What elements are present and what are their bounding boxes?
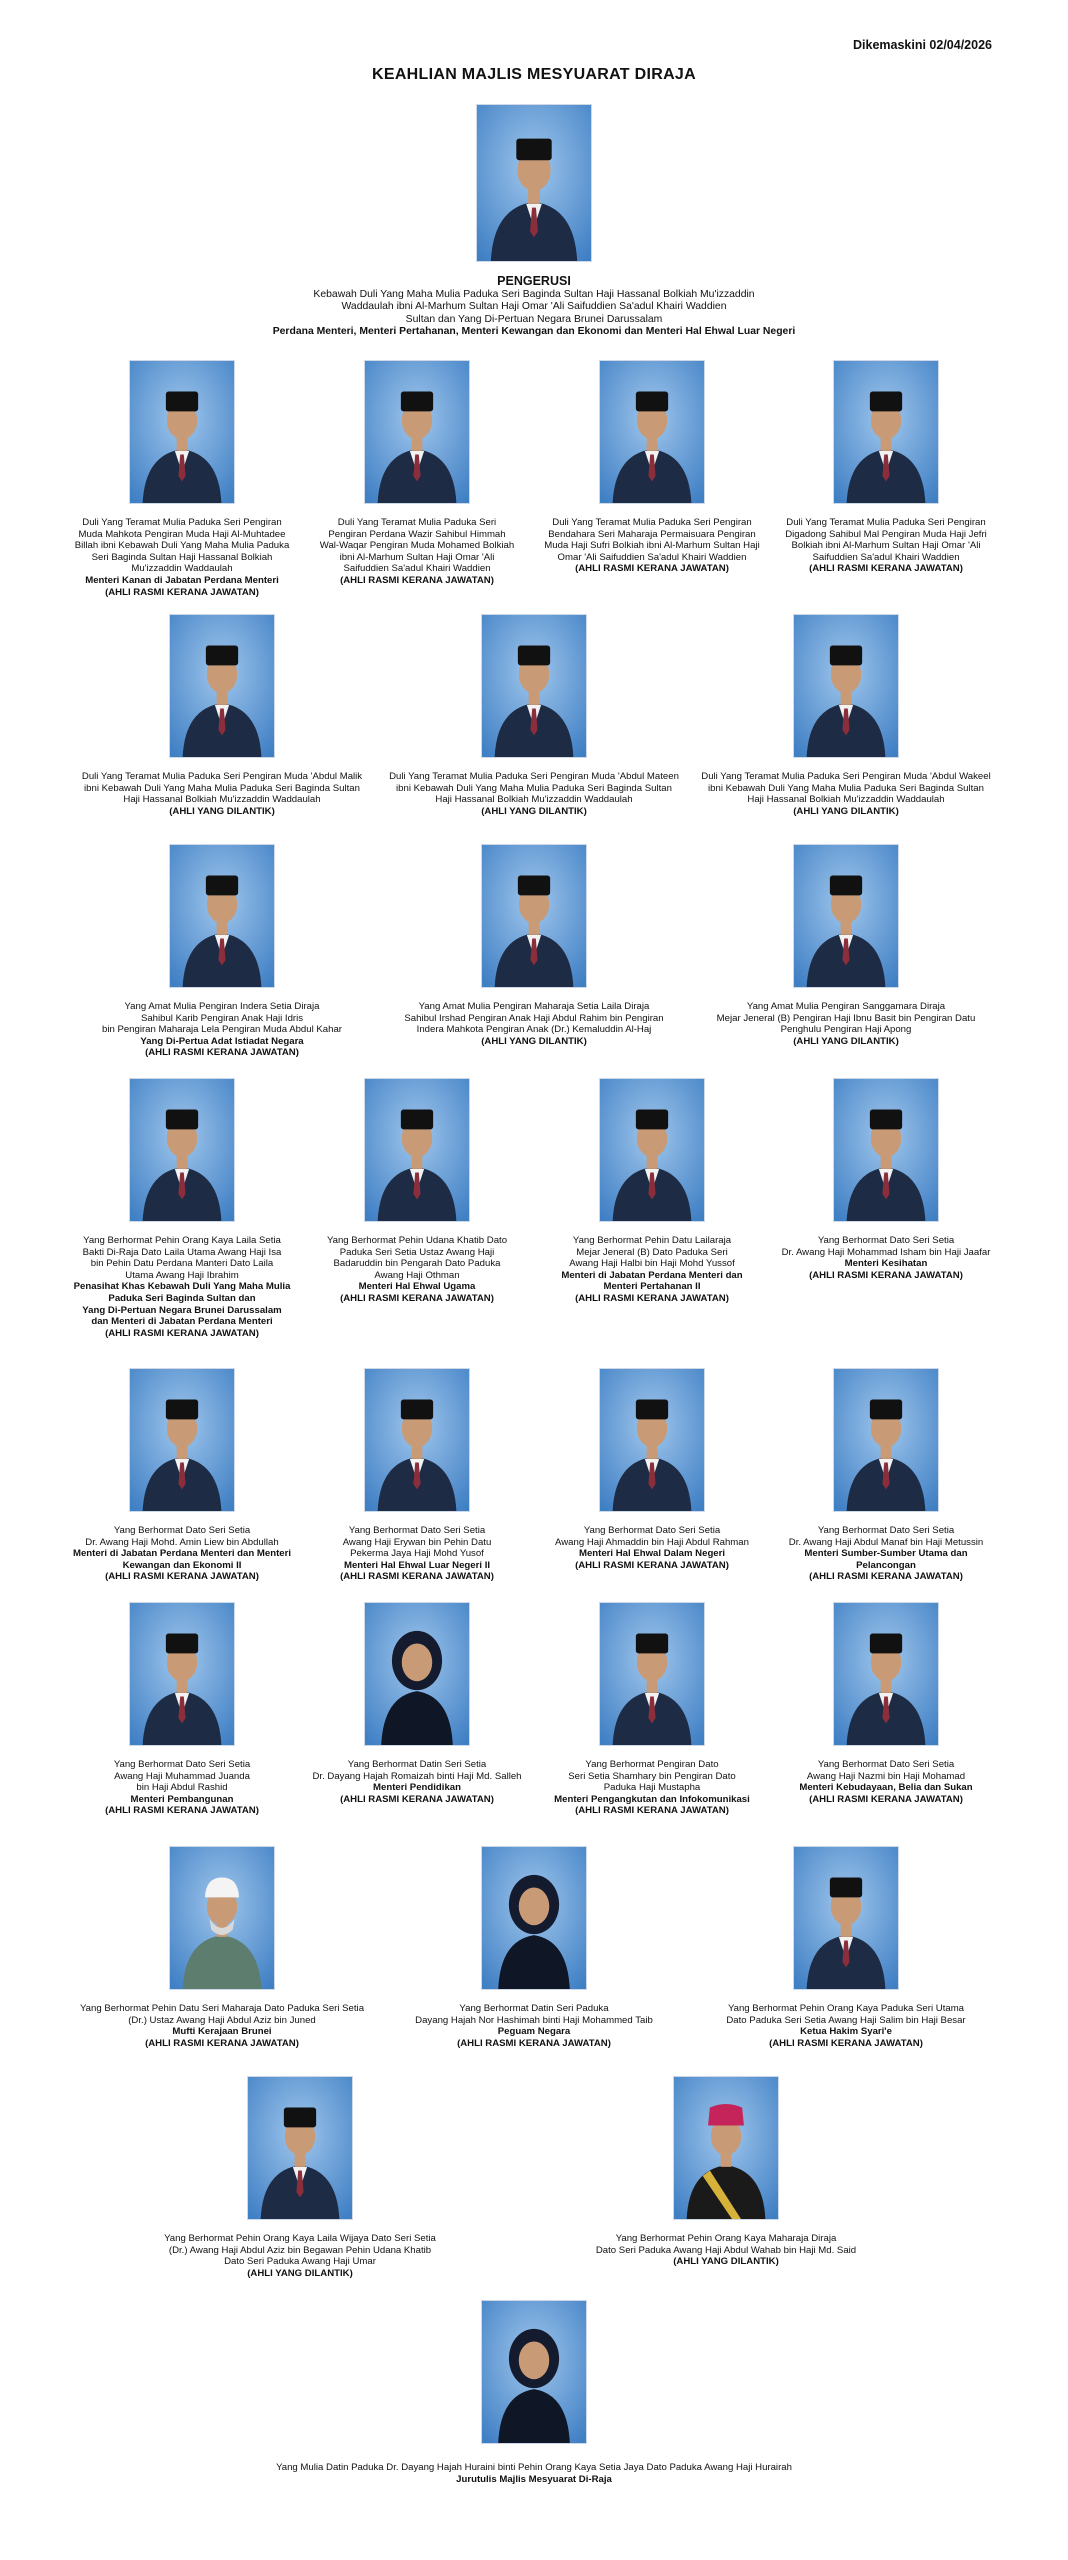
member-name: Duli Yang Teramat Mulia Paduka Seri Pengiran Muda 'Abdul Wakeel ibni Kebawah Duli Yang Maha Mulia Paduka Seri Baginda Sultan Haji Hassanal Bolkiah Mu'izzaddin Waddaulah xyxy=(701,771,991,806)
member-status: (AHLI YANG DILANTIK) xyxy=(481,805,587,817)
member-portrait xyxy=(364,360,470,504)
member-portrait xyxy=(833,1602,939,1746)
member-portrait xyxy=(364,1368,470,1512)
member-caption xyxy=(130,2233,470,2279)
member-caption xyxy=(686,771,1006,817)
member-name: Duli Yang Teramat Mulia Paduka Seri Pengiran Muda 'Abdul Mateen ibni Kebawah Duli Yang Maha Mulia Paduka Seri Baginda Sultan Haji Hassanal Bolkiah Mu'izzaddin Waddaulah xyxy=(389,771,679,806)
member-status: (AHLI RASMI KERANA JAWATAN) xyxy=(145,1047,299,1059)
portrait-image xyxy=(130,1079,234,1221)
member-name: Yang Mulia Datin Paduka Dr. Dayang Hajah Huraini binti Pehin Orang Kaya Setia Jaya Dato Paduka Awang Haji Hurairah xyxy=(276,2462,792,2473)
member-status: (AHLI RASMI KERANA JAWATAN) xyxy=(457,2037,611,2049)
member-name: Yang Berhormat Dato Seri Setia Dr. Awang Haji Abdul Manaf bin Haji Metussin xyxy=(788,1525,984,1548)
member-portrait xyxy=(169,1846,275,1990)
member-office: Peguam Negara xyxy=(497,2026,571,2038)
member-status: (AHLI RASMI KERANA JAWATAN) xyxy=(145,2037,299,2049)
member-office: Menteri Hal Ehwal Luar Negeri II xyxy=(343,1559,491,1571)
member-caption xyxy=(556,2233,896,2268)
member-card xyxy=(686,614,1006,817)
member-status: (AHLI RASMI KERANA JAWATAN) xyxy=(105,1805,259,1817)
member-card xyxy=(384,844,684,1047)
member-portrait xyxy=(673,2076,779,2220)
last-updated-date: Dikemaskini 02/04/2026 xyxy=(853,38,992,52)
portrait-image xyxy=(477,105,591,261)
member-name: Duli Yang Teramat Mulia Paduka Seri Pengiran Muda Mahkota Pengiran Muda Haji Al-Muhtadee Billah ibni Kebawah Duli Yang Maha Mulia Paduka Seri Baginda Sultan Haji Hassanal Bolkiah Mu'izzaddin Waddaulah xyxy=(74,517,290,575)
member-status: (AHLI RASMI KERANA JAWATAN) xyxy=(809,563,963,575)
member-portrait xyxy=(833,1368,939,1512)
member-name: Yang Berhormat Pehin Datu Lailaraja Mejar Jeneral (B) Dato Paduka Seri Awang Haji Halbi bin Haji Mohd Yussof xyxy=(569,1235,735,1270)
page-title: KEAHLIAN MAJLIS MESYUARAT DIRAJA xyxy=(372,66,696,83)
member-card xyxy=(72,844,372,1059)
portrait-image xyxy=(365,1369,469,1511)
member-portrait xyxy=(247,2076,353,2220)
member-portrait xyxy=(481,844,587,988)
member-portrait xyxy=(793,614,899,758)
member-office: Ketua Hakim Syari'e xyxy=(800,2026,892,2038)
member-card xyxy=(62,1846,382,2049)
member-status: (AHLI RASMI KERANA JAWATAN) xyxy=(809,1269,963,1281)
member-caption xyxy=(62,771,382,817)
member-card xyxy=(746,1602,1026,1805)
member-portrait xyxy=(364,1078,470,1222)
member-status: (AHLI YANG DILANTIK) xyxy=(169,805,275,817)
member-office: Mufti Kerajaan Brunei xyxy=(172,2026,272,2038)
member-status: (AHLI YANG DILANTIK) xyxy=(481,1035,587,1047)
member-portrait xyxy=(599,1078,705,1222)
member-office: Menteri Kanan di Jabatan Perdana Menteri xyxy=(85,574,279,586)
member-caption xyxy=(746,517,1026,575)
member-name: Yang Berhormat Pehin Orang Kaya Laila Wijaya Dato Seri Setia (Dr.) Awang Haji Abdul Aziz bin Begawan Pehin Udana Khatib Dato Seri Paduka Awang Haji Umar xyxy=(164,2233,436,2268)
member-portrait xyxy=(169,614,275,758)
chair-portrait xyxy=(476,104,592,262)
member-portrait xyxy=(481,1846,587,1990)
member-name: Yang Berhormat Datin Seri Setia Dr. Dayang Hajah Romaizah binti Haji Md. Salleh xyxy=(312,1759,522,1782)
portrait-image xyxy=(834,1079,938,1221)
member-name: Yang Berhormat Pehin Udana Khatib Dato Paduka Seri Setia Ustaz Awang Haji Badaruddin bin Pengarah Dato Paduka Awang Haji Othman xyxy=(326,1235,508,1281)
member-office: Menteri Kebudayaan, Belia dan Sukan xyxy=(799,1782,973,1794)
portrait-image xyxy=(482,845,586,987)
member-card xyxy=(746,1368,1026,1583)
member-office: Menteri Pembangunan xyxy=(130,1793,234,1805)
member-office: Menteri Hal Ehwal Dalam Negeri xyxy=(578,1548,726,1560)
member-caption xyxy=(134,2462,934,2485)
member-office: Menteri Hal Ehwal Ugama xyxy=(358,1281,476,1293)
portrait-image xyxy=(365,1079,469,1221)
member-portrait xyxy=(481,2300,587,2444)
portrait-image xyxy=(600,361,704,503)
member-card xyxy=(134,2300,934,2485)
member-card xyxy=(62,614,382,817)
portrait-image xyxy=(365,1603,469,1745)
portrait-image xyxy=(834,361,938,503)
member-office: Menteri Sumber-Sumber Utama dan Pelancongan xyxy=(804,1548,968,1571)
portrait-image xyxy=(794,1847,898,1989)
member-name: Yang Berhormat Dato Seri Setia Awang Haji Nazmi bin Haji Mohamad xyxy=(806,1759,966,1782)
member-caption xyxy=(746,1759,1026,1805)
member-status: (AHLI RASMI KERANA JAWATAN) xyxy=(340,1793,494,1805)
portrait-image xyxy=(600,1079,704,1221)
portrait-image xyxy=(482,2301,586,2443)
portrait-image xyxy=(834,1603,938,1745)
portrait-image xyxy=(600,1369,704,1511)
member-status: (AHLI RASMI KERANA JAWATAN) xyxy=(105,1571,259,1583)
member-name: Yang Berhormat Datin Seri Paduka Dayang Hajah Nor Hashimah binti Haji Mohammed Taib xyxy=(415,2003,653,2026)
member-card xyxy=(746,1078,1026,1281)
member-name: Yang Berhormat Dato Seri Setia Dr. Awang Haji Mohd. Amin Liew bin Abdullah xyxy=(85,1525,279,1548)
member-portrait xyxy=(833,360,939,504)
portrait-image xyxy=(482,615,586,757)
member-caption xyxy=(374,2003,694,2049)
member-caption xyxy=(746,1525,1026,1583)
portrait-image xyxy=(600,1603,704,1745)
member-office: Menteri di Jabatan Perdana Menteri dan Menteri Pertahanan II xyxy=(561,1269,743,1293)
member-card xyxy=(746,360,1026,575)
portrait-image xyxy=(794,845,898,987)
member-portrait xyxy=(129,1602,235,1746)
member-card xyxy=(130,2076,470,2279)
member-name: Duli Yang Teramat Mulia Paduka Seri Pengiran Perdana Wazir Sahibul Himmah Wal-Waqar Pengiran Muda Mohamed Bolkiah ibni Al-Marhum Sultan Haji Omar 'Ali Saifuddien Sa'adul Khairi Waddien xyxy=(319,517,515,575)
chair-office: Perdana Menteri, Menteri Pertahanan, Menteri Kewangan dan Ekonomi dan Menteri Hal Ehwal Luar Negeri xyxy=(272,326,796,338)
member-name: Yang Amat Mulia Pengiran Indera Setia Diraja Sahibul Karib Pengiran Anak Haji Idris bin Pengiran Maharaja Lela Pengiran Muda Abdul Kahar xyxy=(101,1001,342,1036)
portrait-image xyxy=(130,1603,234,1745)
member-status: (AHLI RASMI KERANA JAWATAN) xyxy=(575,563,729,575)
member-status: (AHLI RASMI KERANA JAWATAN) xyxy=(575,1805,729,1817)
member-office: Menteri Pendidikan xyxy=(373,1782,461,1794)
member-caption xyxy=(696,1001,996,1047)
member-status: (AHLI RASMI KERANA JAWATAN) xyxy=(809,1571,963,1583)
member-office: Menteri di Jabatan Perdana Menteri dan Menteri Kewangan dan Ekonomi II xyxy=(72,1548,292,1571)
member-portrait xyxy=(599,1602,705,1746)
member-card xyxy=(556,2076,896,2268)
member-name: Yang Berhormat Pehin Orang Kaya Laila Setia Bakti Di-Raja Dato Laila Utama Awang Haji Isa bin Pehin Datu Perdana Manteri Dato Laila Utama Awang Haji Ibrahim xyxy=(82,1235,282,1281)
member-status: (AHLI YANG DILANTIK) xyxy=(673,2256,779,2268)
portrait-image xyxy=(170,615,274,757)
member-name: Yang Berhormat Pehin Datu Seri Maharaja Dato Paduka Seri Setia (Dr.) Ustaz Awang Haji Abdul Aziz bin Juned xyxy=(79,2003,365,2026)
member-name: Yang Berhormat Dato Seri Setia Awang Haji Ahmaddin bin Haji Abdul Rahman xyxy=(555,1525,749,1548)
member-office: Yang Di-Pertua Adat Istiadat Negara xyxy=(140,1035,304,1047)
member-office: Penasihat Khas Kebawah Duli Yang Maha Mulia Paduka Seri Baginda Sultan dan Yang Di-Pertuan Negara Brunei Darussalam dan Menteri di Jabatan Perdana Menteri xyxy=(73,1281,291,1328)
member-caption xyxy=(384,1001,684,1047)
member-name: Duli Yang Teramat Mulia Paduka Seri Pengiran Digadong Sahibul Mal Pengiran Muda Haji Jefri Bolkiah ibni Al-Marhum Sultan Haji Omar 'Ali Saifuddien Sa'adul Khairi Waddien xyxy=(785,517,987,563)
member-portrait xyxy=(833,1078,939,1222)
member-office: Menteri Pengangkutan dan Infokomunikasi xyxy=(554,1793,750,1805)
member-name: Yang Berhormat Dato Seri Setia Awang Haji Erywan bin Pehin Datu Pekerma Jaya Haji Mohd Yusof xyxy=(342,1525,492,1560)
member-name: Duli Yang Teramat Mulia Paduka Seri Pengiran Bendahara Seri Maharaja Permaisuara Pengiran Muda Haji Sufri Bolkiah ibni Al-Marhum Sultan Haji Omar 'Ali Saifuddien Sa'adul Khairi Waddien xyxy=(544,517,760,563)
member-card xyxy=(374,1846,694,2049)
member-office: Jurutulis Majlis Mesyuarat Di-Raja xyxy=(456,2473,612,2485)
member-status: (AHLI YANG DILANTIK) xyxy=(247,2267,353,2279)
member-caption xyxy=(62,2003,382,2049)
member-status: (AHLI YANG DILANTIK) xyxy=(793,1035,899,1047)
member-portrait xyxy=(129,1368,235,1512)
chair-member xyxy=(234,104,834,339)
member-name: Yang Berhormat Pehin Orang Kaya Paduka Seri Utama Dato Paduka Seri Setia Awang Haji Salim bin Haji Besar xyxy=(726,2003,966,2026)
member-portrait xyxy=(169,844,275,988)
member-name: Yang Berhormat Dato Seri Setia Awang Haji Muhammad Juanda bin Haji Abdul Rashid xyxy=(113,1759,251,1794)
member-name: Yang Berhormat Dato Seri Setia Dr. Awang Haji Mohammad Isham bin Haji Jaafar xyxy=(781,1235,991,1258)
portrait-image xyxy=(674,2077,778,2219)
portrait-image xyxy=(834,1369,938,1511)
member-card xyxy=(696,844,996,1047)
member-name: Yang Amat Mulia Pengiran Maharaja Setia Laila Diraja Sahibul Irshad Pengiran Anak Haji Abdul Rahim bin Pengiran Indera Mahkota Pengiran Anak (Dr.) Kemaluddin Al-Haj xyxy=(404,1001,664,1036)
member-name: Duli Yang Teramat Mulia Paduka Seri Pengiran Muda 'Abdul Malik ibni Kebawah Duli Yang Maha Mulia Paduka Seri Baginda Sultan Haji Hassanal Bolkiah Mu'izzaddin Waddaulah xyxy=(81,771,363,806)
member-portrait xyxy=(129,360,235,504)
member-status: (AHLI RASMI KERANA JAWATAN) xyxy=(769,2037,923,2049)
member-status: (AHLI RASMI KERANA JAWATAN) xyxy=(809,1793,963,1805)
member-office: Menteri Kesihatan xyxy=(844,1258,928,1270)
member-caption xyxy=(72,1001,372,1059)
member-portrait xyxy=(599,1368,705,1512)
chair-name: Kebawah Duli Yang Maha Mulia Paduka Seri Baginda Sultan Haji Hassanal Bolkiah Mu'izzaddin Waddaulah ibni Al-Marhum Sultan Haji Omar 'Ali Saifuddien Sa'adul Khairi Waddien Sultan dan Yang Di-Pertuan Negara Brunei Darussalam xyxy=(313,289,755,325)
portrait-image xyxy=(130,1369,234,1511)
portrait-image xyxy=(248,2077,352,2219)
member-status: (AHLI RASMI KERANA JAWATAN) xyxy=(575,1292,729,1304)
chair-caption xyxy=(234,274,834,339)
member-caption xyxy=(746,1235,1026,1281)
member-status: (AHLI YANG DILANTIK) xyxy=(793,805,899,817)
chair-role: PENGERUSI xyxy=(497,274,571,288)
member-portrait xyxy=(793,844,899,988)
member-caption xyxy=(686,2003,1006,2049)
member-portrait xyxy=(793,1846,899,1990)
member-status: (AHLI RASMI KERANA JAWATAN) xyxy=(340,1292,494,1304)
member-status: (AHLI RASMI KERANA JAWATAN) xyxy=(105,586,259,598)
member-caption xyxy=(374,771,694,817)
member-name: Yang Amat Mulia Pengiran Sanggamara Diraja Mejar Jeneral (B) Pengiran Haji Ibnu Basit bin Pengiran Datu Penghulu Pengiran Haji Apong xyxy=(716,1001,976,1036)
member-card xyxy=(686,1846,1006,2049)
member-status: (AHLI RASMI KERANA JAWATAN) xyxy=(575,1559,729,1571)
portrait-image xyxy=(365,361,469,503)
member-portrait xyxy=(599,360,705,504)
portrait-image xyxy=(170,1847,274,1989)
portrait-image xyxy=(482,1847,586,1989)
member-portrait xyxy=(364,1602,470,1746)
member-card xyxy=(374,614,694,817)
member-portrait xyxy=(129,1078,235,1222)
member-status: (AHLI RASMI KERANA JAWATAN) xyxy=(340,1571,494,1583)
member-name: Yang Berhormat Pengiran Dato Seri Setia Shamhary bin Pengiran Dato Paduka Haji Mustapha xyxy=(568,1759,736,1794)
member-portrait xyxy=(481,614,587,758)
portrait-image xyxy=(130,361,234,503)
member-status: (AHLI RASMI KERANA JAWATAN) xyxy=(105,1327,259,1339)
member-status: (AHLI RASMI KERANA JAWATAN) xyxy=(340,574,494,586)
portrait-image xyxy=(794,615,898,757)
portrait-image xyxy=(170,845,274,987)
member-name: Yang Berhormat Pehin Orang Kaya Maharaja Diraja Dato Seri Paduka Awang Haji Abdul Wahab bin Haji Md. Said xyxy=(595,2233,857,2256)
